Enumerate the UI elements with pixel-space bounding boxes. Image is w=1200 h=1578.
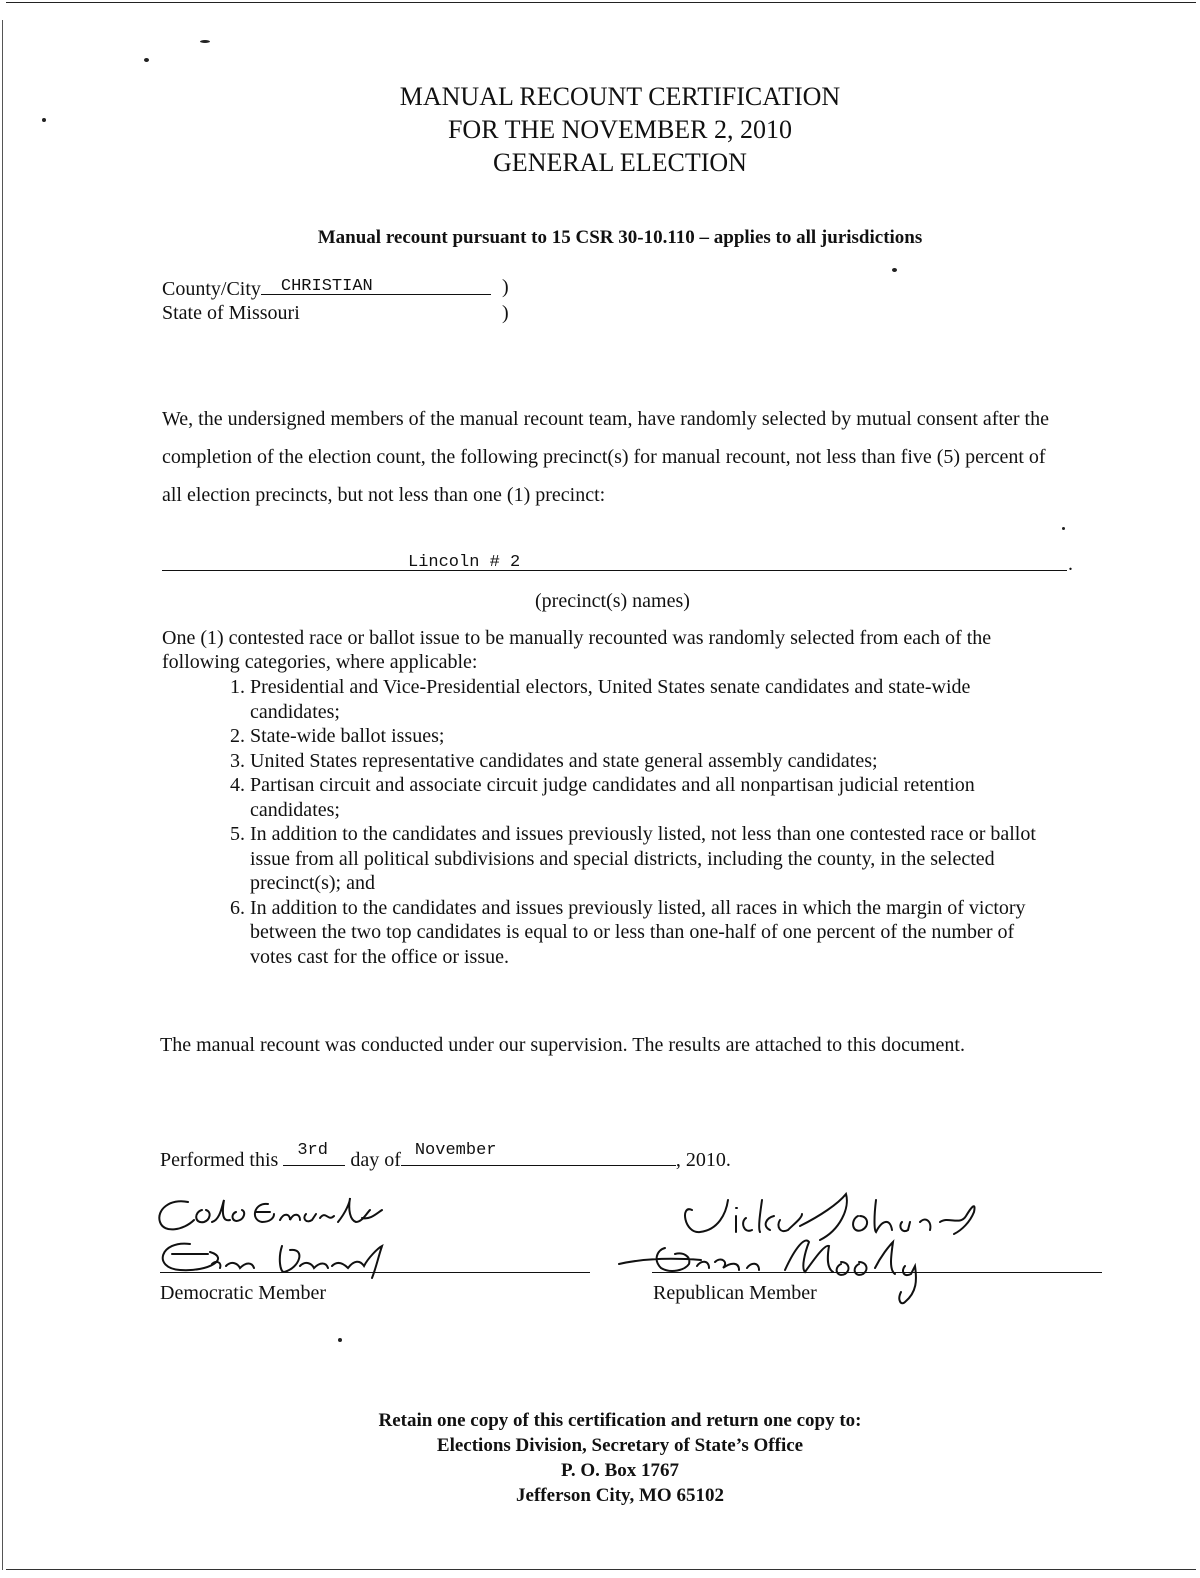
state-label: State of Missouri — [162, 302, 300, 324]
performed-prefix: Performed this — [160, 1149, 279, 1171]
county-row — [162, 274, 509, 300]
day-field — [283, 1141, 345, 1166]
item-number: 4. — [230, 774, 245, 796]
democratic-signature-1 — [150, 1192, 410, 1242]
certification-paragraph: We, the undersigned members of the manual recount team, have randomly selected by mutual consent after the completion of the election count, the following precinct(s) for manual recount, not less than five (5) percent of all election precincts, but not less than one (1) precinct: — [162, 408, 1049, 506]
scan-speck — [1062, 527, 1065, 530]
item-number: 5. — [230, 823, 245, 845]
day-value: 3rd — [297, 1141, 328, 1160]
title-line: GENERAL ELECTION — [493, 148, 747, 177]
month-field — [401, 1141, 676, 1166]
list-item — [230, 749, 1060, 774]
categories-list — [230, 675, 1060, 969]
democratic-member-label: Democratic Member — [160, 1282, 327, 1304]
scan-border-left — [2, 20, 3, 1570]
item-number: 6. — [230, 896, 245, 919]
precinct-period: . — [1068, 553, 1073, 575]
scan-border-top — [6, 2, 1196, 3]
performed-line — [160, 1141, 731, 1172]
scan-speck — [338, 1338, 342, 1342]
footer-line: Jefferson City, MO 65102 — [516, 1485, 724, 1506]
republican-member-label: Republican Member — [653, 1282, 817, 1304]
item-text: Presidential and Vice-Presidential electors, United States senate candidates and state-wide candidates; — [250, 676, 971, 723]
footer-line: Elections Division, Secretary of State’s Office — [436, 1435, 804, 1456]
list-item — [230, 773, 1060, 822]
month-value: November — [414, 1141, 497, 1160]
scan-speck — [892, 268, 897, 272]
republican-signature-line — [652, 1272, 1102, 1273]
precinct-value: Lincoln # 2 — [408, 553, 521, 572]
document-subtitle: Manual recount pursuant to 15 CSR 30-10.110 – applies to all jurisdictions — [317, 227, 923, 248]
jurisdiction-block — [162, 274, 509, 326]
footer-line: P. O. Box 1767 — [560, 1460, 680, 1481]
item-text: In addition to the candidates and issues previously listed, all races in which the margin of victory between the two top candidates is equal to or less than one-half of one percent of the number of votes cast for the office or issue. — [250, 896, 1026, 968]
return-instructions — [0, 1408, 1200, 1508]
list-item — [230, 675, 1060, 724]
supervision-statement: The manual recount was conducted under our supervision. The results are attached to this document. — [160, 1034, 965, 1056]
title-line: FOR THE NOVEMBER 2, 2010 — [447, 115, 793, 144]
item-text: In addition to the candidates and issues previously listed, not less than one contested race or ballot issue from all political subdivisions and special districts, including the county, in the selected precinct(s); and — [250, 823, 1036, 894]
county-value: CHRISTIAN — [280, 277, 373, 296]
bracket: ) — [502, 276, 509, 298]
scan-speck — [200, 40, 210, 43]
list-item — [230, 822, 1060, 896]
categories-intro: One (1) contested race or ballot issue to be manually recounted was randomly selected from each of the following categories, where applicable: — [162, 627, 992, 673]
performed-middle: day of — [350, 1149, 401, 1171]
item-number: 3. — [230, 749, 245, 772]
list-item — [230, 724, 1060, 749]
list-item — [230, 896, 1060, 970]
bracket: ) — [502, 302, 509, 324]
scan-speck — [144, 58, 149, 62]
document-title — [0, 80, 1200, 179]
precinct-caption: (precinct(s) names) — [535, 590, 690, 612]
item-text: Partisan circuit and associate circuit judge candidates and all nonpartisan judicial retention candidates; — [250, 774, 975, 821]
item-number: 2. — [230, 725, 245, 747]
footer-line: Retain one copy of this certification and return one copy to: — [378, 1410, 862, 1431]
county-label: County/City — [162, 278, 261, 300]
performed-suffix: , 2010. — [675, 1149, 731, 1171]
county-field — [261, 274, 491, 295]
democratic-signature-line — [160, 1272, 590, 1273]
item-text: United States representative candidates and state general assembly candidates; — [250, 749, 878, 772]
title-line: MANUAL RECOUNT CERTIFICATION — [399, 82, 841, 111]
scan-border-bottom — [6, 1569, 1196, 1570]
item-number: 1. — [230, 676, 245, 698]
state-row — [162, 300, 509, 326]
item-text: State-wide ballot issues; — [250, 725, 445, 747]
democratic-signature-2 — [150, 1238, 420, 1282]
precinct-underline — [162, 570, 1067, 571]
